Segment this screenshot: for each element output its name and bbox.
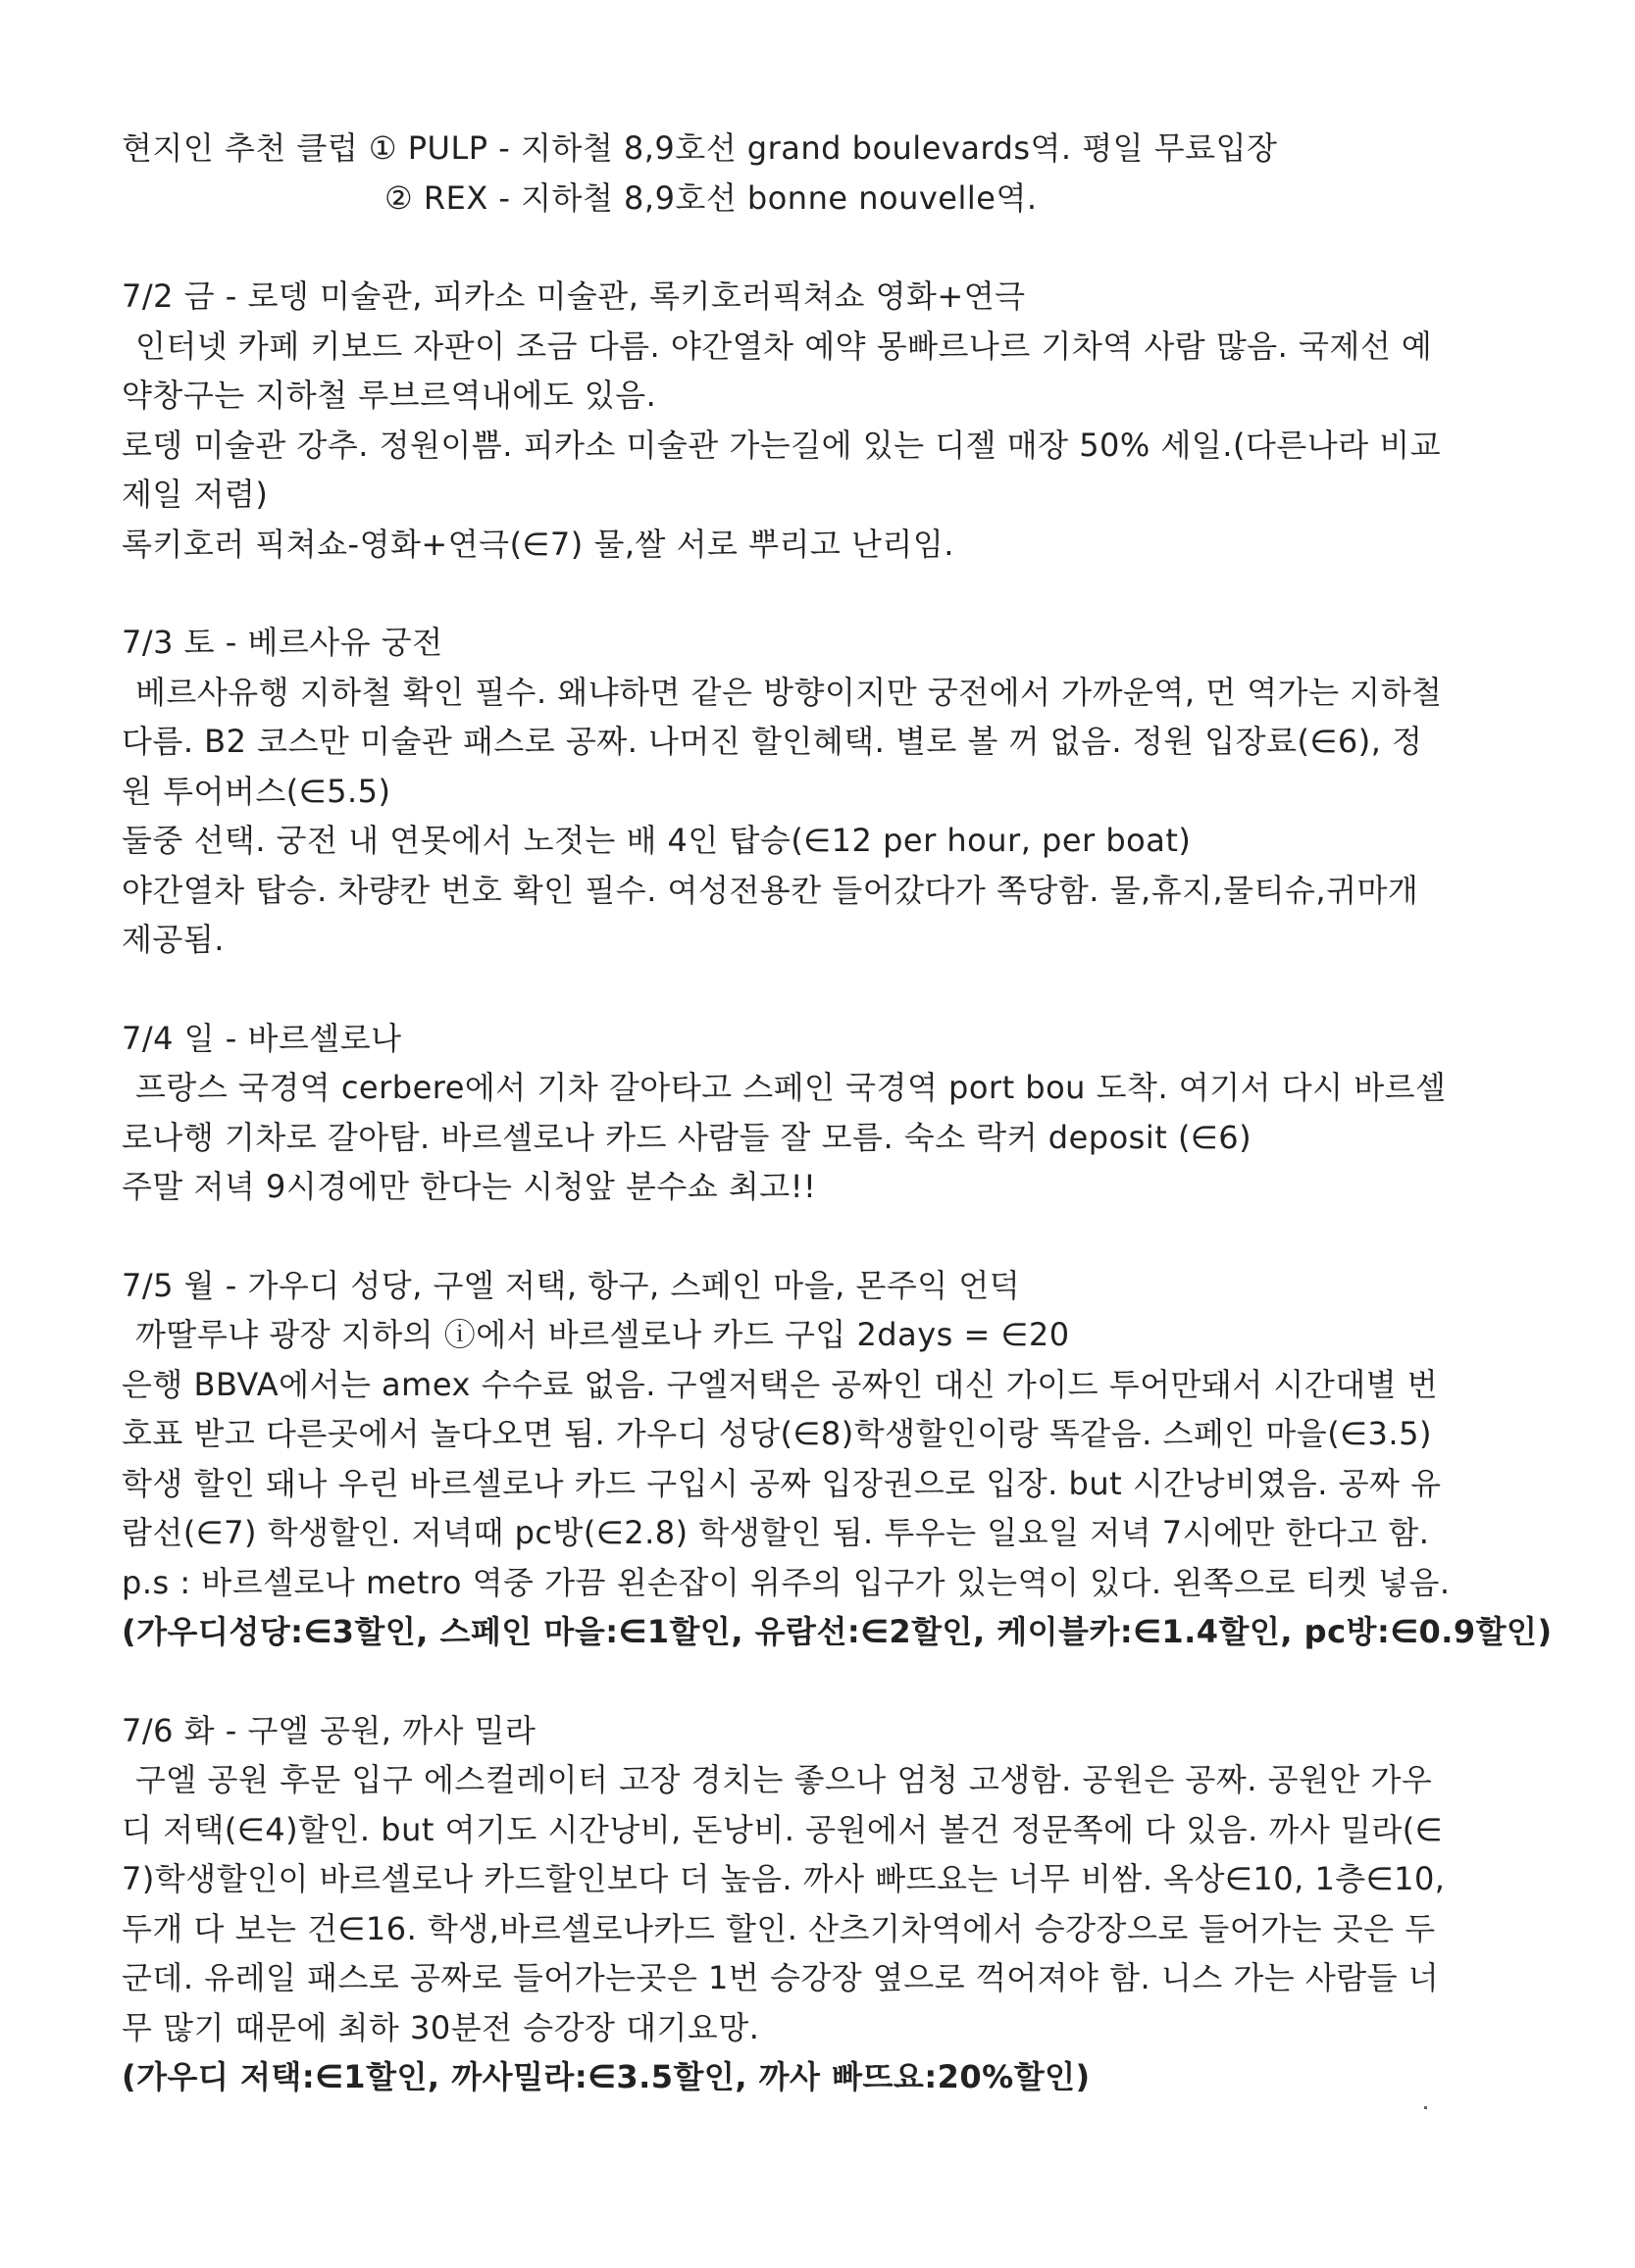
day-text-line: 두개 다 보는 건∈16. 학생,바르셀로나카드 할인. 산츠기차역에서 승강장으로 들어가는 곳은 두: [122, 1909, 1436, 1947]
document-body: [122, 124, 1554, 2102]
day-section-0703: [122, 618, 1554, 965]
spacer: [122, 1657, 1554, 1706]
day-text-line: 인터넷 카페 키보드 자판이 조금 다름. 야간열차 예약 몽빠르나르 기차역 사람 많음. 국제선 예: [135, 327, 1433, 365]
day-text-line: 군데. 유레일 패스로 공짜로 들어가는곳은 1번 승강장 옆으로 꺽어져야 함. 니스 가는 사람들 너: [122, 1959, 1440, 1996]
stray-mark: [1424, 2106, 1427, 2109]
discount-summary: (가우디 저택:∈1할인, 까사밀라:∈3.5할인, 까사 빠뜨요:20%할인): [122, 2058, 1091, 2095]
day-text-line: 제공됨.: [122, 921, 225, 958]
club-section: [122, 124, 1554, 223]
day-text-line: 로뎅 미술관 강추. 정원이쁨. 피카소 미술관 가는길에 있는 디젤 매장 50% 세일.(다른나라 비교: [122, 426, 1442, 464]
day-section-0705: [122, 1261, 1554, 1657]
day-text-line: 은행 BBVA에서는 amex 수수료 없음. 구엘저택은 공짜인 대신 가이드 투어만돼서 시간대별 번: [122, 1365, 1439, 1403]
day-text-line: 무 많기 때문에 최하 30분전 승강장 대기요망.: [122, 2008, 760, 2046]
discount-summary: (가우디성당:∈3할인, 스페인 마을:∈1할인, 유람선:∈2할인, 케이블카:∈1.4할인, pc방:∈0.9할인): [122, 1613, 1553, 1650]
day-text-line: 호표 받고 다른곳에서 놀다오면 됨. 가우디 성당(∈8)학생할인이랑 똑같음. 스페인 마을(∈3.5): [122, 1415, 1432, 1452]
day-text-line: p.s : 바르셀로나 metro 역중 가끔 왼손잡이 위주의 입구가 있는역이 있다. 왼쪽으로 티켓 넣음.: [122, 1563, 1451, 1601]
day-heading: 7/5 월 - 가우디 성당, 구엘 저택, 항구, 스페인 마을, 몬주익 언덕: [122, 1266, 1021, 1304]
day-text-line: 주말 저녁 9시경에만 한다는 시청앞 분수쇼 최고!!: [122, 1168, 817, 1205]
day-text-line: 둘중 선택. 궁전 내 연못에서 노젓는 배 4인 탑승(∈12 per hour, per boat): [122, 822, 1192, 859]
club-line-2: ② REX - 지하철 8,9호선 bonne nouvelle역.: [384, 178, 1038, 217]
day-heading: 7/4 일 - 바르셀로나: [122, 1019, 402, 1057]
day-text-line: 다름. B2 코스만 미술관 패스로 공짜. 나머진 할인혜택. 별로 볼 꺼 없음. 정원 입장료(∈6), 정: [122, 723, 1423, 760]
spacer: [122, 1212, 1554, 1261]
day-text-line: 약창구는 지하철 루브르역내에도 있음.: [122, 377, 657, 414]
day-text-line: 원 투어버스(∈5.5): [122, 772, 391, 810]
day-text-line: 베르사유행 지하철 확인 필수. 왜냐하면 같은 방향이지만 궁전에서 가까운역, 먼 역가는 지하철: [135, 673, 1443, 711]
day-text-line: 학생 할인 돼나 우린 바르셀로나 카드 구입시 공짜 입장권으로 입장. but 시간낭비였음. 공짜 유: [122, 1464, 1442, 1502]
spacer: [122, 223, 1554, 272]
day-text-line: 로나행 기차로 갈아탐. 바르셀로나 카드 사람들 잘 모름. 숙소 락커 deposit (∈6): [122, 1118, 1252, 1156]
day-text-line: 록키호러 픽쳐쇼-영화+연극(∈7) 물,쌀 서로 뿌리고 난리임.: [122, 525, 954, 563]
day-text-line: 구엘 공원 후문 입구 에스컬레이터 고장 경치는 좋으나 엄청 고생함. 공원은 공짜. 공원안 가우: [135, 1761, 1433, 1798]
spacer: [122, 569, 1554, 618]
day-text-line: 제일 저렴): [122, 476, 269, 513]
day-text-line: 프랑스 국경역 cerbere에서 기차 갈아타고 스페인 국경역 port bou 도착. 여기서 다시 바르셀: [135, 1069, 1447, 1106]
day-text-line: 야간열차 탑승. 차량칸 번호 확인 필수. 여성전용칸 들어갔다가 쪽당함. 물,휴지,물티슈,귀마개: [122, 871, 1419, 909]
club-line-1: 현지인 추천 클럽 ① PULP - 지하철 8,9호선 grand boulevards역. 평일 무료입장: [122, 129, 1278, 167]
day-heading: 7/3 토 - 베르사유 궁전: [122, 624, 443, 661]
day-text-line: 디 저택(∈4)할인. but 여기도 시간낭비, 돈낭비. 공원에서 볼건 정문쪽에 다 있음. 까사 밀라(∈: [122, 1810, 1444, 1848]
day-heading: 7/2 금 - 로뎅 미술관, 피카소 미술관, 록키호러픽쳐쇼 영화+연극: [122, 277, 1026, 315]
day-text-line: 람선(∈7) 학생할인. 저녁때 pc방(∈2.8) 학생할인 됨. 투우는 일요일 저녁 7시에만 한다고 함.: [122, 1514, 1430, 1551]
day-heading: 7/6 화 - 구엘 공원, 까사 밀라: [122, 1711, 536, 1749]
spacer: [122, 965, 1554, 1014]
day-section-0702: [122, 272, 1554, 569]
day-section-0704: [122, 1014, 1554, 1212]
day-text-line: 7)학생할인이 바르셀로나 카드할인보다 더 높음. 까사 빠뜨요는 너무 비쌈. 옥상∈10, 1층∈10,: [122, 1860, 1446, 1897]
day-text-line: 까딸루냐 광장 지하의 ⓘ에서 바르셀로나 카드 구입 2days = ∈20: [135, 1316, 1070, 1353]
day-section-0706: [122, 1706, 1554, 2102]
